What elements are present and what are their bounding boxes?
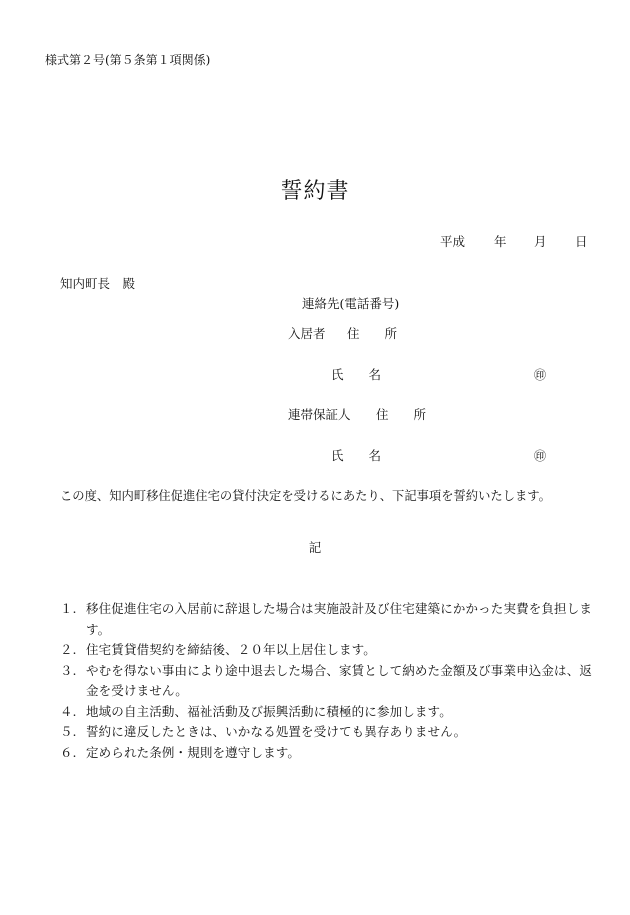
date-day: 日 — [575, 234, 588, 249]
resident-name-label: 氏 名 — [331, 367, 382, 382]
list-item — [60, 743, 595, 764]
resident-label: 入居者 — [288, 326, 326, 341]
item-text: 住宅賃貸借契約を締結後、２０年以上居住します。 — [86, 642, 376, 657]
date-year: 年 — [494, 234, 507, 249]
item-number: ２. — [60, 642, 77, 657]
list-item — [60, 702, 595, 723]
item-number: ５. — [60, 724, 77, 739]
contact-label: 連絡先(電話番号) — [302, 296, 400, 311]
guarantor-name-label: 氏 名 — [331, 448, 382, 463]
item-number: １. — [60, 601, 77, 616]
item-text: 地域の自主活動、福祉活動及び振興活動に積極的に参加します。 — [86, 703, 452, 719]
resident-address-label: 住 所 — [347, 326, 398, 341]
recipient: 知内町長 殿 — [60, 276, 136, 291]
date-era: 平成 — [440, 234, 466, 249]
list-item — [60, 599, 595, 640]
item-text: やむを得ない事由により途中退去した場合、家賃として納めた金額及び事業申込金は、返金を受けません。 — [86, 662, 593, 698]
item-number: ３. — [60, 662, 77, 678]
item-text: 移住促進住宅の入居前に辞退した場合は実施設計及び住宅建築にかかった実費を負担します。 — [86, 601, 593, 637]
guarantor-seal-mark: ㊞ — [534, 449, 547, 463]
list-item — [60, 661, 595, 702]
list-item — [60, 640, 595, 661]
pledge-statement: この度、知内町移住促進住宅の貸付決定を受けるにあたり、下記事項を誓約いたします。 — [60, 489, 551, 503]
section-heading-ki: 記 — [308, 540, 322, 555]
item-text: 誓約に違反したときは、いかなる処置を受けても異存ありません。 — [86, 724, 467, 739]
document-title: 誓約書 — [280, 179, 350, 204]
item-number: ６. — [60, 744, 77, 760]
list-item — [60, 722, 595, 743]
guarantor-label: 連帯保証人 — [288, 407, 351, 422]
item-number: ４. — [60, 703, 77, 719]
guarantor-address-label: 住 所 — [376, 407, 427, 422]
form-number: 様式第２号(第５条第１項関係) — [45, 53, 211, 67]
item-text: 定められた条例・規則を遵守します。 — [86, 744, 301, 760]
resident-seal-mark: ㊞ — [534, 368, 547, 382]
pledge-items-list — [60, 599, 595, 763]
date-month: 月 — [534, 234, 547, 249]
